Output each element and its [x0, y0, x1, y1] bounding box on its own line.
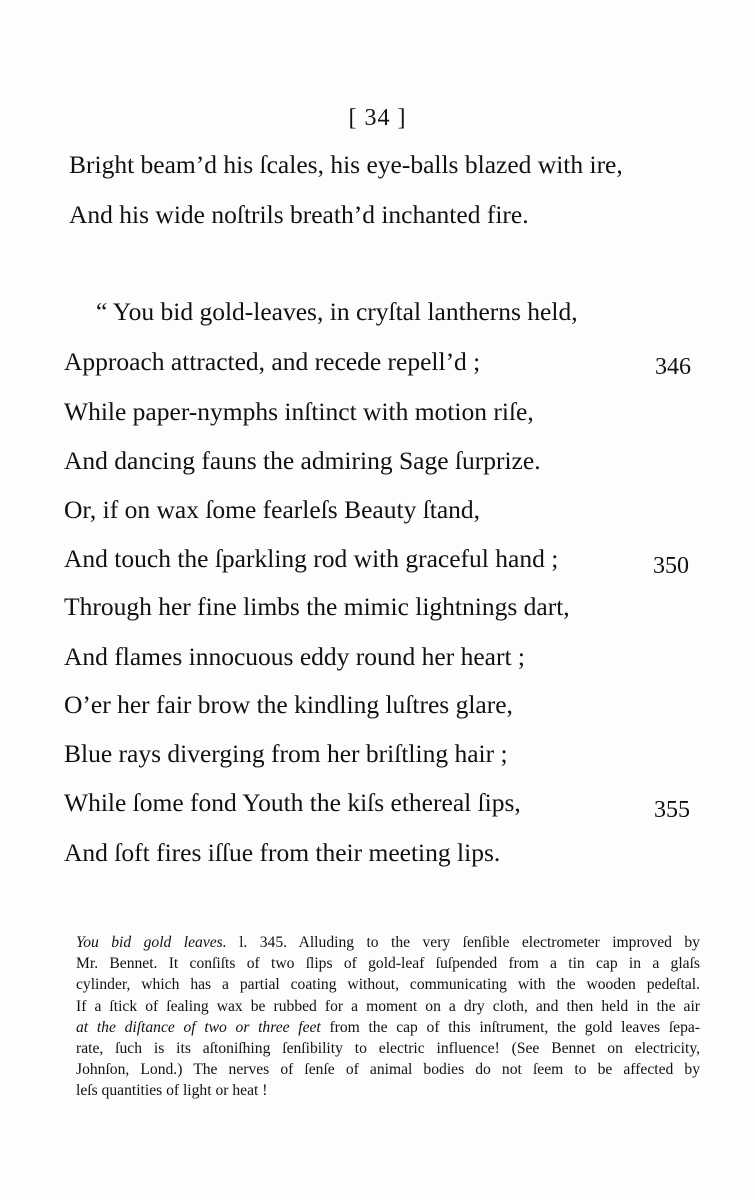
verse-text: Through her fine limbs the mimic lightnings dart, [64, 592, 570, 621]
verse-text: And ſoft fires iſſue from their meeting lips. [64, 838, 501, 867]
footnote-text: from the cap of this inſtrument, the gold leaves ſepa- [320, 1018, 700, 1036]
footnote-text: Johnſon, Lond.) The nerves of ſenſe of animal bodies do not ſeem to be affected by [76, 1061, 700, 1079]
verse-text: Or, if on wax ſome fearleſs Beauty ſtand, [64, 495, 481, 524]
verse-text: And flames innocuous eddy round her heart ; [64, 642, 526, 671]
footnote-text: Mr. Bennet. It conſiſts of two ſlips of gold-leaf ſuſpended from a tin cap in a glaſs [76, 955, 700, 973]
verse-text: And his wide noſtrils breath’d inchanted fire. [69, 200, 529, 229]
verse-text: And dancing fauns the admiring Sage ſurprize. [64, 446, 541, 475]
footnote [76, 932, 700, 1102]
verse-text: Bright beam’d his ſcales, his eye-balls blazed with ire, [69, 150, 623, 179]
footnote-text: leſs quantities of light or heat ! [76, 1082, 268, 1100]
verse-text: While paper-nymphs inſtinct with motion riſe, [64, 397, 534, 426]
footnote-line [76, 1038, 700, 1059]
verse-text: Blue rays diverging from her briſtling hair ; [64, 739, 508, 768]
footnote-line [76, 974, 700, 995]
footnote-line [76, 996, 700, 1017]
verse-text: And touch the ſparkling rod with graceful hand ; [64, 544, 559, 573]
verse-text: Approach attracted, and recede repell’d ; [64, 347, 481, 376]
footnote-text: rate, ſuch is its aſtoniſhing ſenſibility to electric influence! (See Bennet on electricity, [76, 1040, 700, 1058]
verse-text: “ You bid gold-leaves, in cryſtal lantherns held, [96, 297, 578, 326]
footnote-text: cylinder, which has a partial coating without, communicating with the wooden pedeſtal. [76, 976, 700, 994]
footnote-line [76, 1080, 700, 1101]
footnote-line [76, 1017, 700, 1038]
page-number: [ 34 ] [348, 105, 407, 131]
line-number: 346 [655, 354, 691, 380]
footnote-text: l. 345. Alluding to the very ſenſible electrometer improved by [226, 934, 700, 951]
footnote-line [76, 953, 700, 974]
line-number: 350 [653, 553, 689, 579]
footnote-line [76, 1059, 700, 1080]
line-number: 355 [654, 797, 690, 823]
verse-text: O’er her fair brow the kindling luſtres glare, [64, 690, 513, 719]
footnote-line [76, 932, 700, 953]
footnote-text: If a ſtick of ſealing wax be rubbed for a moment on a dry cloth, and then held in the air [76, 997, 700, 1015]
footnote-italic: You bid gold leaves. [76, 934, 227, 951]
verse-text: While ſome fond Youth the kiſs ethereal ſips, [64, 788, 521, 817]
footnote-italic: at the diſtance of two or three feet [76, 1018, 321, 1036]
